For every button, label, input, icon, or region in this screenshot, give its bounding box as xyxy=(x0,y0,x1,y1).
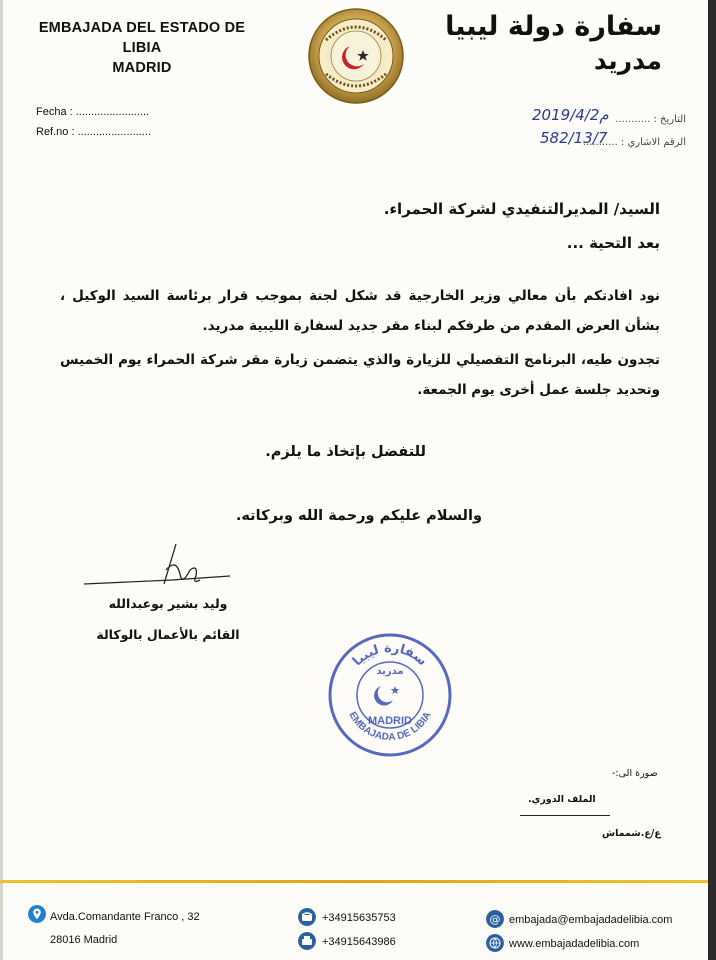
globe-icon xyxy=(486,934,504,952)
initials-label: ع/ع.شمماش xyxy=(602,828,661,839)
paragraph-1-text: افادتكم بأن معالي وزير الخارجية قد شكل لجنة بموجب قرار برئاسة السيد الوكيل ، بشأن العرض المقدم من طرفكم لبناء مقر جديد لسفارة الليبية مدريد. xyxy=(60,288,660,334)
address-line-2: 28016 Madrid xyxy=(50,934,118,946)
website-url[interactable]: www.embajadadelibia.com xyxy=(509,938,640,950)
header-spanish-line2: MADRID xyxy=(112,60,172,76)
paragraph-2 xyxy=(60,345,660,405)
page-edge-right xyxy=(708,0,716,960)
paragraph-2-text: البرنامج التفصيلي للزيارة والذي يتضمن زيارة مقر شركة الحمراء يوم الخميس وتحديد جلسة عمل أخرى يوم الجمعة. xyxy=(60,352,660,398)
handwritten-signature xyxy=(80,540,230,600)
ref-label-arabic: الرقم الاشاري : ........... xyxy=(582,137,686,148)
salutation: والسلام عليكم ورحمة الله وبركاته. xyxy=(235,508,482,524)
header-arabic-line2: مدريد xyxy=(593,46,662,75)
greeting: بعد التحية ... xyxy=(566,234,660,252)
ref-no-field: Ref.no : ........................ xyxy=(36,126,151,138)
phone-icon xyxy=(298,908,316,926)
handwritten-ref-number: 582/13/7 xyxy=(540,129,608,147)
footer-gold-bar xyxy=(0,880,708,883)
address-line-1: Avda.Comandante Franco , 32 xyxy=(50,911,200,923)
header-arabic-line1: سفارة دولة ليبيا xyxy=(445,11,662,42)
paragraph-1 xyxy=(60,281,660,341)
stamp-sub-text: مدريد xyxy=(376,666,404,677)
fax-icon xyxy=(298,932,316,950)
addressee: السيد/ المديرالتنفيدي لشركة الحمراء. xyxy=(383,200,660,218)
embassy-stamp xyxy=(325,630,455,760)
date-label-arabic: التاريخ : ........... xyxy=(615,114,686,125)
svg-text:@: @ xyxy=(489,913,501,926)
email-address[interactable]: embajada@embajadadelibia.com xyxy=(509,914,673,926)
stamp-center-text: MADRID xyxy=(368,715,412,727)
star-icon xyxy=(391,686,400,694)
page-edge-left xyxy=(0,0,3,960)
location-pin-icon xyxy=(28,905,46,923)
header-spanish xyxy=(36,18,248,78)
header-spanish-line1: EMBAJADA DEL ESTADO DE LIBIA xyxy=(38,20,246,56)
phone-number[interactable]: +34915635753 xyxy=(322,912,396,924)
svg-text:سفارة ليبيا xyxy=(350,641,429,669)
file-label: الملف الدوري. xyxy=(528,794,596,805)
signer-title: القائم بالأعمال بالوكالة xyxy=(96,627,240,642)
stamp-top-text: سفارة ليبيا xyxy=(350,640,430,670)
handwritten-date: 2019/4/2م xyxy=(532,106,609,124)
copy-to-label: صورة الى:- xyxy=(612,768,658,779)
fax-number[interactable]: +34915643986 xyxy=(322,936,396,948)
divider-line xyxy=(520,815,610,816)
paragraph-2-lead: تجدون طيه، xyxy=(580,352,660,368)
crescent-icon xyxy=(374,686,393,706)
embassy-seal-logo xyxy=(306,6,406,106)
header-arabic xyxy=(442,10,662,78)
email-icon xyxy=(486,910,504,928)
signer-name: وليد بشير بوعبدالله xyxy=(108,596,228,611)
closing-line: للتفضل بإتخاذ ما يلزم. xyxy=(265,444,426,460)
stamp-bottom-text: EMBAJADA DE LIBIA xyxy=(346,710,434,744)
paragraph-1-lead: نود xyxy=(639,288,660,304)
fecha-field: Fecha : ........................ xyxy=(36,106,150,118)
